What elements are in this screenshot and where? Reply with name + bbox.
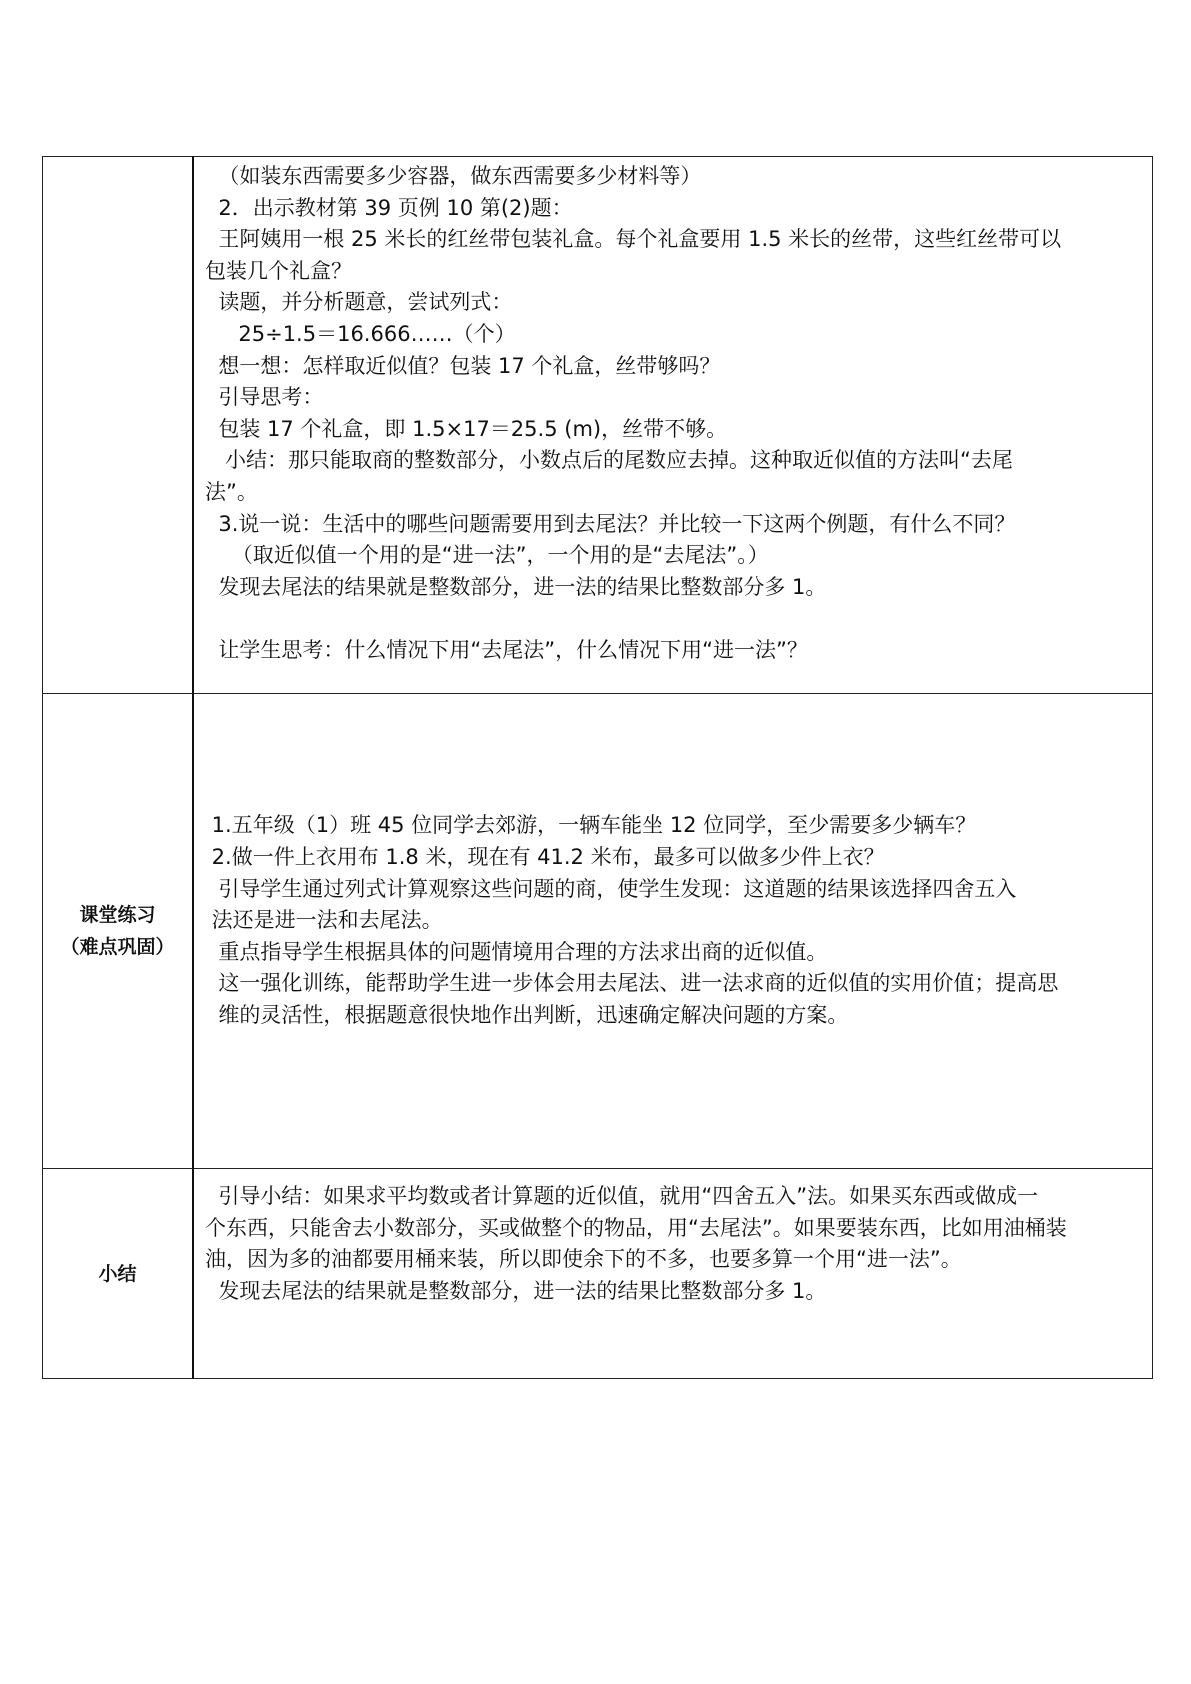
text-line: 引导思考： (205, 385, 324, 410)
exercise-item: 2.做一件上衣用布 1.8 米，现在有 41.2 米布，最多可以做多少件上衣？ (205, 845, 885, 870)
text-line: （如装东西需要多少容器，做东西需要多少材料等） (205, 164, 702, 188)
row-label-title: 小结 (98, 1262, 137, 1285)
text-line: 包装几个礼盒？ (205, 258, 352, 283)
text-line: 法”。 (205, 479, 258, 504)
text-line: 这一强化训练，能帮助学生进一步体会用去尾法、进一法求商的近似值的实用价值；提高思 (205, 971, 1059, 996)
text-line: 引导小结：如果求平均数或者计算题的近似值，就用“四舍五入”法。如果买东西或做成一 (205, 1184, 1039, 1208)
row-content-cell (193, 157, 1153, 694)
text-line: 重点指导学生根据具体的问题情境用合理的方法求出商的近似值。 (205, 939, 828, 964)
text-line: 想一想：怎样取近似值？包装 17 个礼盒，丝带够吗？ (205, 353, 721, 378)
text-line: 发现去尾法的结果就是整数部分，进一法的结果比整数部分多 1。 (205, 574, 827, 599)
text-line: 3.说一说：生活中的哪些问题需要用到去尾法？并比较一下这两个例题，有什么不同？ (205, 511, 1016, 536)
text-line: 王阿姨用一根 25 米长的红丝带包装礼盒。每个礼盒要用 1.5 米长的丝带，这些红丝带可以 (205, 227, 1062, 252)
row-label-cell (43, 157, 194, 694)
text-line: 2．出示教材第 39 页例 10 第(2)题： (205, 195, 573, 220)
text-line: 包装 17 个礼盒，即 1.5×17＝25.5 (m)，丝带不够。 (205, 416, 728, 441)
table-row-summary (43, 1169, 1153, 1379)
lesson-plan-table (42, 156, 1153, 1379)
table-row-teaching-process (43, 157, 1153, 694)
text-line: 读题，并分析题意，尝试列式： (205, 290, 513, 315)
formula-line: 25÷1.5＝16.666……（个） (205, 321, 516, 346)
text-line: 法还是进一法和去尾法。 (205, 908, 443, 933)
row-content-cell (193, 694, 1153, 1169)
text-line: 发现去尾法的结果就是整数部分，进一法的结果比整数部分多 1。 (205, 1278, 827, 1303)
text-line: 个东西，只能舍去小数部分，买或做整个的物品，用“去尾法”。如果要装东西，比如用油桶装 (205, 1215, 1067, 1240)
table-row-classroom-practice (43, 694, 1153, 1169)
row-label-subtitle: （难点巩固） (60, 936, 175, 958)
text-line: 维的灵活性，根据题意很快地作出判断，迅速确定解决问题的方案。 (205, 1002, 849, 1027)
text-line: 小结：那只能取商的整数部分，小数点后的尾数应去掉。这种取近似值的方法叫“去尾 (205, 448, 1013, 473)
text-line: 油，因为多的油都要用桶来装，所以即使余下的不多，也要多算一个用“进一法”。 (205, 1247, 962, 1272)
row-label-title: 课堂练习 (79, 904, 156, 926)
text-line: 让学生思考：什么情况下用“去尾法”，什么情况下用“进一法”？ (205, 637, 808, 662)
blank-line (205, 603, 1142, 635)
row-content-cell (193, 1169, 1153, 1379)
row-label-cell (43, 1169, 194, 1379)
exercise-item: 1.五年级（1）班 45 位同学去郊游，一辆车能坐 12 位同学，至少需要多少辆车？ (205, 813, 977, 838)
text-line: （取近似值一个用的是“进一法”，一个用的是“去尾法”。） (205, 543, 769, 568)
row-label-cell (43, 694, 194, 1169)
text-line: 引导学生通过列式计算观察这些问题的商，使学生发现：这道题的结果该选择四舍五入 (205, 876, 1017, 901)
